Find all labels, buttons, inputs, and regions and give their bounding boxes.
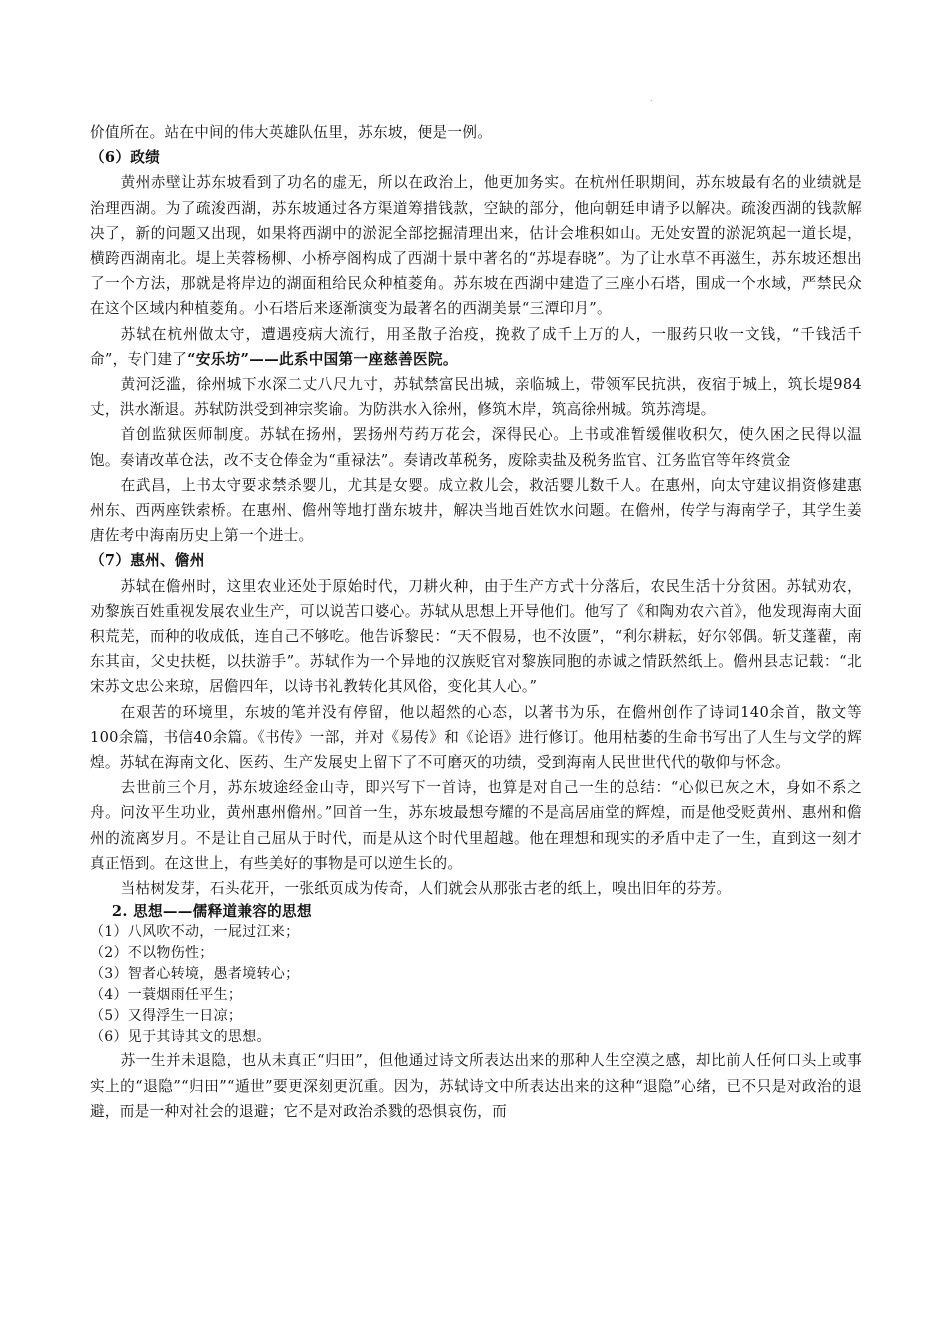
list-item: （4）一蓑烟雨任平生； [90, 987, 243, 1004]
paragraph-yangzhou: 首创监狱医师制度。苏轼在扬州，罢扬州芍药万花会，深得民心。上书或准暂缓催收积欠，使久困之民得以温饱。奏请改革仓法，改不支仓俸金为“重禄法”。奏请改革税务，废除卖盐及税务监官、江务监官等年终赏金 [90, 426, 862, 469]
document-page [90, 120, 862, 1124]
list-item: （1）八风吹不动，一屁过江来； [90, 924, 300, 941]
paragraph-danzhou-writing: 在艰苦的环境里，东坡的笔并没有停留，他以超然的心态，以著书为乐，在儋州创作了诗词140余首，散文等100余篇，书信40余篇。《书传》一部，并对《易传》和《论语》进行修订。他用枯萎的生命书写出了人生与文学的辉煌。苏轼在海南文化、医药、生产发展史上留下了不可磨灭的功绩，受到海南人民世世代代的敬仰与怀念。 [90, 703, 862, 772]
paragraph-danzhou-agriculture: 苏轼在儋州时，这里农业还处于原始时代，刀耕火种，由于生产方式十分落后，农民生活十分贫困。苏轼劝农，劝黎族百姓重视发展农业生产，可以说苦口婆心。苏轼从思想上开导他们。他写了《和陶劝农六首》，他发现海南大面积荒芜，而种的收成低，连自己不够吃。他告诉黎民：“天不假易，也不汝匮”，“利尔耕耘，好尔邻偶。斩艾蓬藋，南东其亩，父史扶梃，以扶游手”。苏轼作为一个异地的汉族贬官对黎族同胞的赤诚之情跃然纸上。儋州县志记载：“北宋苏文忠公来琼，居儋四年，以诗书礼教转化其风俗，变化其人心。” [90, 577, 862, 696]
paragraph-text: 苏轼在杭州做太守，遭遇疫病大流行，用圣散子治疫，挽救了成千上万的人，一服药只收一文钱，“千钱活千命”，专门建了 [90, 325, 862, 368]
list-item: （3）智者心转境，愚者境转心； [90, 966, 300, 983]
paragraph-wuchang-huizhou: 在武昌，上书太守要求禁杀婴儿，尤其是女婴。成立救儿会，救活婴儿数千人。在惠州，向太守建议捐资修建惠州东、西两座铁索桥。在惠州、儋州等地打凿东坡井，解决当地百姓饮水问题。在儋州，传学与海南学子，其学生姜唐佐考中海南历史上第一个进士。 [90, 476, 862, 545]
thought-list [90, 922, 862, 1048]
bold-highlight-hospital: “安乐坊”——此系中国第一座慈善医院。 [187, 350, 458, 368]
page-dot-mark: . [650, 94, 653, 103]
paragraph-west-lake: 黄州赤壁让苏东坡看到了功名的虚无，所以在政治上，他更加务实。在杭州任职期间，苏东坡最有名的业绩就是治理西湖。为了疏浚西湖，苏东坡通过各方渠道筹措钱款，空缺的部分，他向朝廷申请予以解决。疏浚西湖的钱款解决了，新的问题又出现，如果将西湖中的淤泥全部挖掘清理出来，估计会堆积如山。无处安置的淤泥筑起一道长堤，横跨西湖南北。堤上芙蓉杨柳、小桥亭阁构成了西湖十景中著名的“苏堤春晓”。为了让水草不再滋生，苏东坡还想出了一个方法，那就是将岸边的湖面租给民众种植菱角。苏东坡在西湖中建造了三座小石塔，围成一个水域，严禁民众在这个区域内种植菱角。小石塔后来逐渐演变为最著名的西湖美景“三潭印月”。 [90, 174, 862, 318]
paragraph-jinshan-poem: 去世前三个月，苏东坡途经金山寺，即兴写下一首诗，也算是对自己一生的总结：“心似已灰之木，身如不系之舟。问汝平生功业，黄州惠州儋州。”回首一生，苏东坡最想夸耀的不是高居庙堂的辉煌，而是他受贬黄州、惠州和儋州的流离岁月。不是让自己屈从于时代，而是从这个时代里超越。他在理想和现实的矛盾中走了一生，直到这一刻才真正悟到。在这世上，有些美好的事物是可以逆生长的。 [90, 779, 862, 872]
section-heading-achievements: （6）政绩 [90, 149, 161, 167]
list-item: （2）不以物伤性； [90, 945, 214, 962]
continuation-paragraph: 价值所在。站在中间的伟大英雄队伍里，苏东坡，便是一例。 [90, 124, 493, 141]
paragraph-retreat-thought: 苏一生并未退隐，也从未真正“归田”，但他通过诗文所表达出来的那种人生空漠之感，却比前人任何口头上或事实上的“退隐”“归田”“遁世”要更深刻更沉重。因为，苏轼诗文中所表达出来的这种“退隐”心绪，已不只是对政治的退避，而是一种对社会的退避；它不是对政治杀戮的恐惧哀伤，而 [90, 1052, 862, 1120]
paragraph-xuzhou-flood: 黄河泛滥，徐州城下水深二丈八尺九寸，苏轼禁富民出城，亲临城上，带领军民抗洪，夜宿于城上，筑长堤984丈，洪水渐退。苏轼防洪受到神宗奖谕。为防洪水入徐州，修筑木岸，筑高徐州城。筑苏湾堤。 [90, 376, 862, 419]
paragraph-hangzhou-plague [90, 322, 862, 372]
section-heading-thought: 2. 思想——儒释道兼容的思想 [111, 903, 312, 921]
section-heading-huizhou-danzhou: （7）惠州、儋州 [90, 552, 205, 570]
list-item: （5）又得浮生一日凉； [90, 1008, 243, 1025]
paragraph-closing: 当枯树发芽，石头花开，一张纸页成为传奇，人们就会从那张古老的纸上，嗅出旧年的芬芳。 [120, 880, 732, 898]
list-item: （6）见于其诗其文的思想。 [90, 1029, 271, 1046]
